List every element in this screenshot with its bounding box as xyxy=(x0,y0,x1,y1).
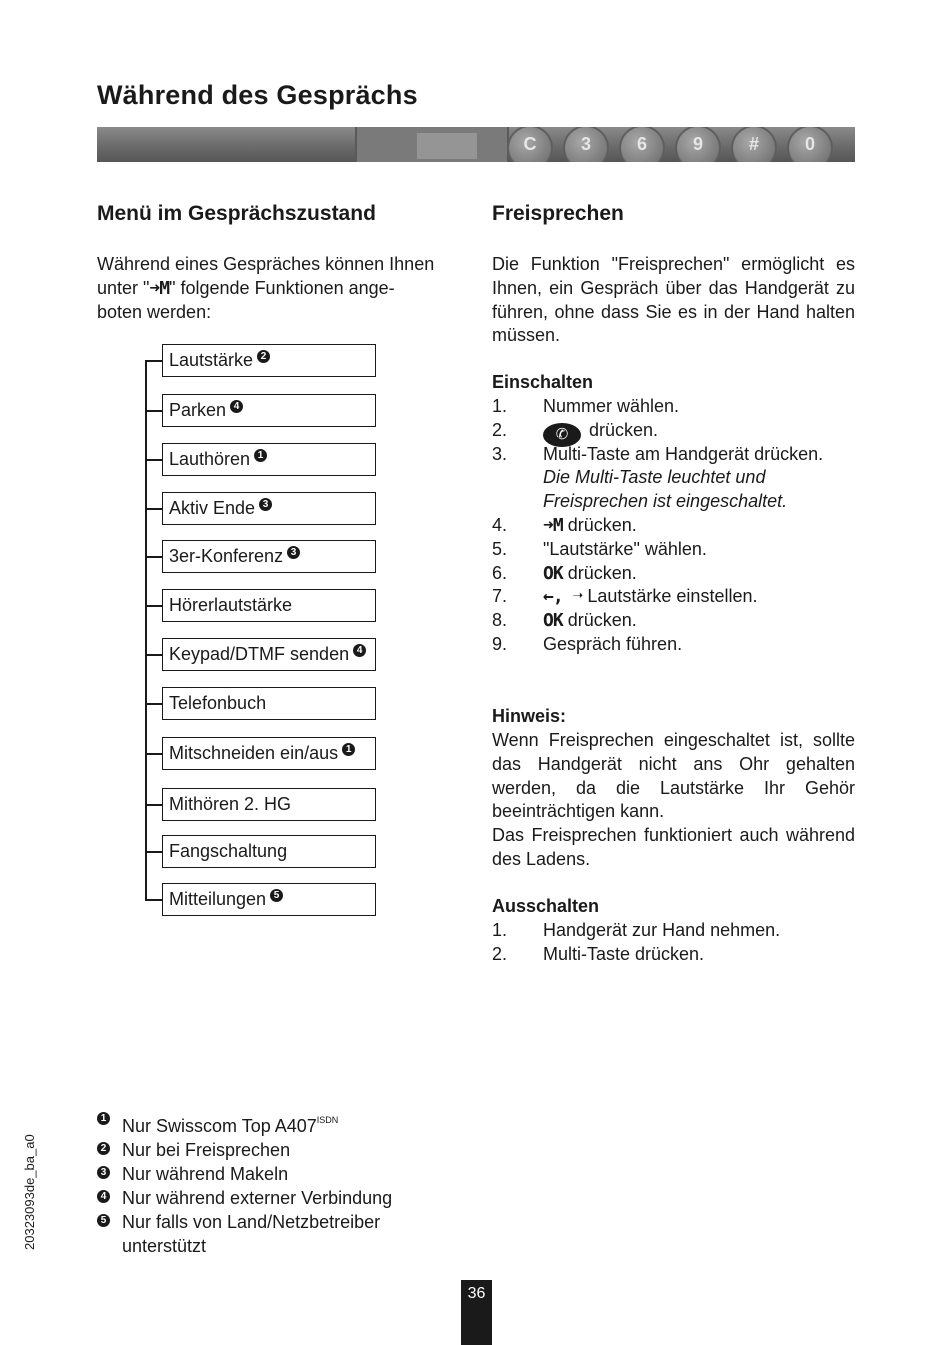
list-item: 5. "Lautstärke" wählen. xyxy=(492,538,707,559)
menu-item xyxy=(162,443,376,476)
digit-6-key-icon: 6 xyxy=(621,127,663,162)
list-item: 8. OK drücken. xyxy=(492,610,637,632)
footnote-number-icon: 5 xyxy=(270,889,283,902)
footnote: 4 Nur während externer Verbindung xyxy=(97,1186,392,1210)
menu-item-label: 3er-Konferenz xyxy=(169,546,284,566)
menu-intro-line-1: Während eines Gespräches können Ihnen xyxy=(97,254,435,274)
digit-9-key-icon: 9 xyxy=(677,127,719,162)
menu-tree-branch xyxy=(145,605,162,607)
menu-tree-branch xyxy=(145,753,162,755)
menu-item xyxy=(162,638,376,671)
menu-item-label: Aktiv Ende xyxy=(169,498,256,518)
menu-intro xyxy=(97,253,460,324)
footnote-number-icon: 4 xyxy=(353,644,366,657)
footnote: 3 Nur während Makeln xyxy=(97,1162,392,1186)
hash-key-icon: # xyxy=(733,127,775,162)
menu-item-label: Lautstärke xyxy=(169,350,254,370)
menu-tree-branch xyxy=(145,804,162,806)
footnote: 1 Nur Swisscom Top $A407^{ISDN}$ xyxy=(97,1108,392,1138)
einschalten-steps xyxy=(492,395,862,657)
menu-key-icon: ➜M xyxy=(149,277,170,299)
menu-item xyxy=(162,737,376,770)
menu-tree-branch xyxy=(145,360,162,362)
footnote-number-icon: 3 xyxy=(287,546,300,559)
list-item: 3. Multi-Taste am Handgerät drücken. Die Multi-Taste leuchtet und Freisprechen ist eingeschaltet. xyxy=(492,443,824,512)
menu-key-icon: ➜M xyxy=(543,514,563,536)
digit-0-key-icon: 0 xyxy=(789,127,831,162)
menu-tree-line xyxy=(145,361,147,901)
menu-item xyxy=(162,687,376,720)
digit-3-key-icon: 3 xyxy=(565,127,607,162)
list-item: 6. OK drücken. xyxy=(492,562,637,584)
menu-item-label: Fangschaltung xyxy=(169,841,288,861)
footnote-number-icon: 1 xyxy=(254,449,267,462)
footnote-number-icon: 3 xyxy=(259,498,272,511)
footnote-number-icon: 1 xyxy=(97,1112,110,1125)
footnote: 5 Nur falls von Land/Netzbetreiber xyxy=(97,1210,392,1234)
footnote-number-icon: 2 xyxy=(257,350,270,363)
freisprechen-intro: Die Funktion "Freisprechen" ermöglicht es Ihnen, ein Gespräch über das Handgerät zu führen, ohne dass Sie es in der Hand halten müssen. xyxy=(492,254,855,346)
menu-item-label: Telefonbuch xyxy=(169,693,267,713)
call-key-icon: ✆ xyxy=(543,423,581,447)
menu-tree-branch xyxy=(145,556,162,558)
menu-item xyxy=(162,883,376,916)
menu-item-label: Mitteilungen xyxy=(169,889,267,909)
list-item: 2. ✆ drücken. xyxy=(492,419,862,443)
menu-tree-branch xyxy=(145,703,162,705)
arrow-keys-icon: ←, ➝ xyxy=(543,586,583,608)
ausschalten-heading: Ausschalten xyxy=(492,896,600,916)
menu-item xyxy=(162,788,376,821)
list-item: 2. Multi-Taste drücken. xyxy=(492,943,705,964)
list-item: 4. ➜M drücken. xyxy=(492,514,637,536)
clear-key-icon: C xyxy=(509,127,551,162)
menu-item-label: Keypad/DTMF senden xyxy=(169,644,350,664)
menu-item-label: Lauthören xyxy=(169,449,251,469)
footnote: 2 Nur bei Freisprechen xyxy=(97,1138,392,1162)
menu-tree-branch xyxy=(145,899,162,901)
footnote-number-icon: 5 xyxy=(97,1214,110,1227)
ausschalten-steps xyxy=(492,919,862,967)
list-item: 9. Gespräch führen. xyxy=(492,633,683,654)
footnote-number-icon: 4 xyxy=(97,1190,110,1203)
document-code: 20323093de_ba_a0 xyxy=(22,1134,37,1250)
footnote-number-icon: 3 xyxy=(97,1166,110,1179)
menu-item xyxy=(162,835,376,868)
footnote-number-icon: 2 xyxy=(97,1142,110,1155)
menu-item xyxy=(162,492,376,525)
page-number: 36 xyxy=(461,1280,492,1345)
menu-tree-branch xyxy=(145,459,162,461)
menu-intro-line-3: boten werden: xyxy=(97,301,212,322)
list-item: 1. Nummer wählen. xyxy=(492,396,680,416)
list-item: 1. Handgerät zur Hand nehmen. xyxy=(492,920,781,940)
footnote-number-icon: 1 xyxy=(342,743,355,756)
menu-item-label: Mithören 2. HG xyxy=(169,794,292,814)
menu-intro-line-2: unter "➜M" folgende Funktionen ange- xyxy=(97,277,395,299)
einschalten-heading: Einschalten xyxy=(492,372,594,392)
menu-item xyxy=(162,540,376,573)
menu-item xyxy=(162,394,376,427)
menu-tree-branch xyxy=(145,410,162,412)
hinweis-text-2: Das Freisprechen funktioniert auch während des Ladens. xyxy=(492,825,855,869)
menu-item-label: Hörerlautstärke xyxy=(169,595,293,615)
list-item: 7. ←, ➝ Lautstärke einstellen. xyxy=(492,586,758,608)
phone-display-photo xyxy=(355,127,509,162)
footnotes xyxy=(97,1108,392,1258)
menu-tree-branch xyxy=(145,508,162,510)
ok-key-icon: OK xyxy=(543,610,563,632)
menu-item-label: Parken xyxy=(169,400,227,420)
footnote-number-icon: 4 xyxy=(230,400,243,413)
menu-item-label: Mitschneiden ein/aus xyxy=(169,743,339,763)
footnote-continuation: unterstützt xyxy=(122,1236,207,1256)
page-title: Während des Gesprächs xyxy=(97,80,418,110)
ok-key-icon: OK xyxy=(543,562,563,584)
menu-tree-branch xyxy=(145,654,162,656)
hinweis-text-1: Wenn Freisprechen eingeschaltet ist, sollte das Handgerät nicht ans Ohr gehalten werden, da die Lautstärke Ihr Gehör beeinträchtigen kann. xyxy=(492,730,855,822)
menu-item xyxy=(162,589,376,622)
menu-heading: Menü im Gesprächszustand xyxy=(97,202,376,225)
menu-tree-branch xyxy=(145,851,162,853)
phone-keypad-banner xyxy=(97,127,855,162)
hinweis-heading: Hinweis: xyxy=(492,706,567,726)
menu-item xyxy=(162,344,376,377)
freisprechen-heading: Freisprechen xyxy=(492,202,624,225)
